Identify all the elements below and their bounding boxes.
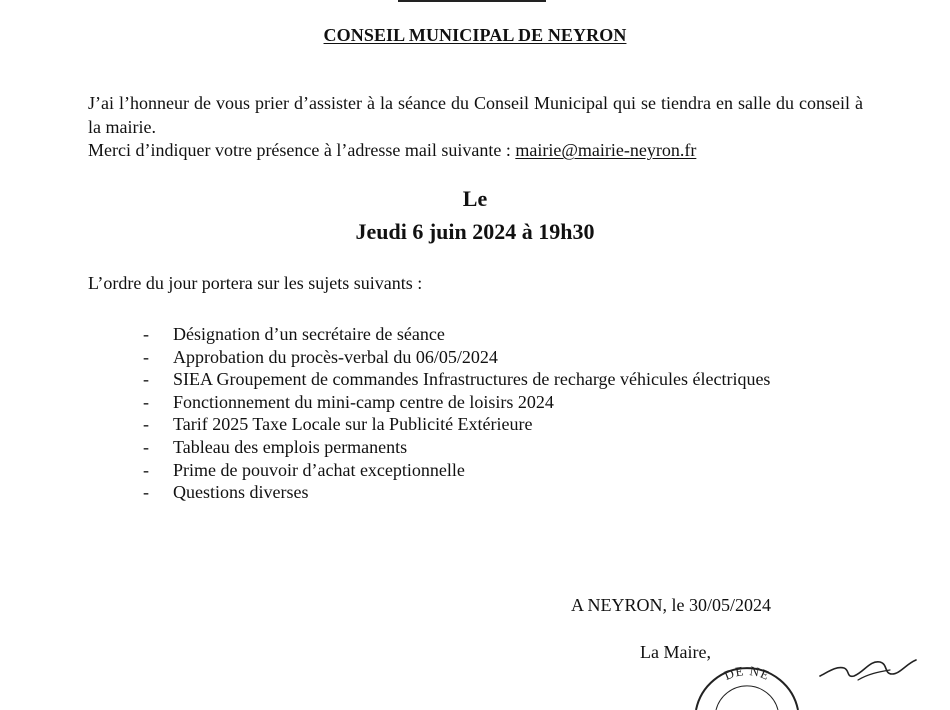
agenda-item [143, 323, 770, 346]
dash-bullet: - [143, 324, 149, 344]
agenda-item-text: Prime de pouvoir d’achat exceptionnelle [173, 459, 465, 480]
intro-line-2-prefix: Merci d’indiquer votre présence à l’adresse mail suivante : [88, 140, 516, 160]
dash-bullet: - [143, 391, 149, 412]
intro-line-2 [88, 139, 863, 163]
municipal-stamp [692, 650, 802, 710]
place-and-date: A NEYRON, le 30/05/2024 [571, 595, 771, 615]
svg-text:DE NE [722, 663, 773, 683]
dash-bullet: - [143, 414, 149, 435]
dash-bullet: - [143, 436, 149, 457]
dash-bullet: - [143, 369, 149, 390]
agenda-item-text: Questions diverses [173, 482, 309, 503]
top-rule [398, 0, 546, 2]
agenda-item-text: Désignation d’un secrétaire de séance [173, 324, 445, 344]
agenda-list [143, 323, 770, 504]
dash-bullet: - [143, 482, 149, 503]
signatory-title: La Maire, [640, 642, 711, 662]
agenda-item [143, 413, 770, 436]
agenda-item [143, 346, 770, 369]
dash-bullet: - [143, 459, 149, 480]
agenda-item-text: SIEA Groupement de commandes Infrastructures de recharge véhicules électriques [173, 369, 771, 390]
agenda-item [143, 436, 770, 459]
agenda-item [143, 391, 770, 414]
date-heading: Le [462, 186, 488, 211]
handwritten-signature [818, 652, 918, 682]
agenda-item-text: Approbation du procès-verbal du 06/05/2024 [173, 346, 498, 367]
meeting-date-block [0, 182, 950, 248]
email-link[interactable]: mairie@mairie-neyron.fr [515, 140, 697, 160]
agenda-item-text: Tarif 2025 Taxe Locale sur la Publicité Extérieure [173, 414, 533, 435]
agenda-item [143, 481, 770, 504]
meeting-date: Jeudi 6 juin 2024 à 19h30 [355, 219, 595, 244]
agenda-item [143, 459, 770, 482]
stamp-text: DE NE [721, 663, 773, 684]
agenda-item-text: Tableau des emplois permanents [173, 436, 408, 457]
intro-line-1: J’ai l’honneur de vous prier d’assister à la séance du Conseil Municipal qui se tiendra en salle du conseil à la mairie. [88, 93, 863, 137]
intro-paragraph [88, 92, 863, 163]
dash-bullet: - [143, 346, 149, 367]
agenda-item-text: Fonctionnement du mini-camp centre de loisirs 2024 [173, 391, 554, 412]
agenda-intro: L’ordre du jour portera sur les sujets suivants : [88, 273, 423, 293]
agenda-item [143, 368, 770, 391]
document-title: CONSEIL MUNICIPAL DE NEYRON [323, 25, 627, 45]
